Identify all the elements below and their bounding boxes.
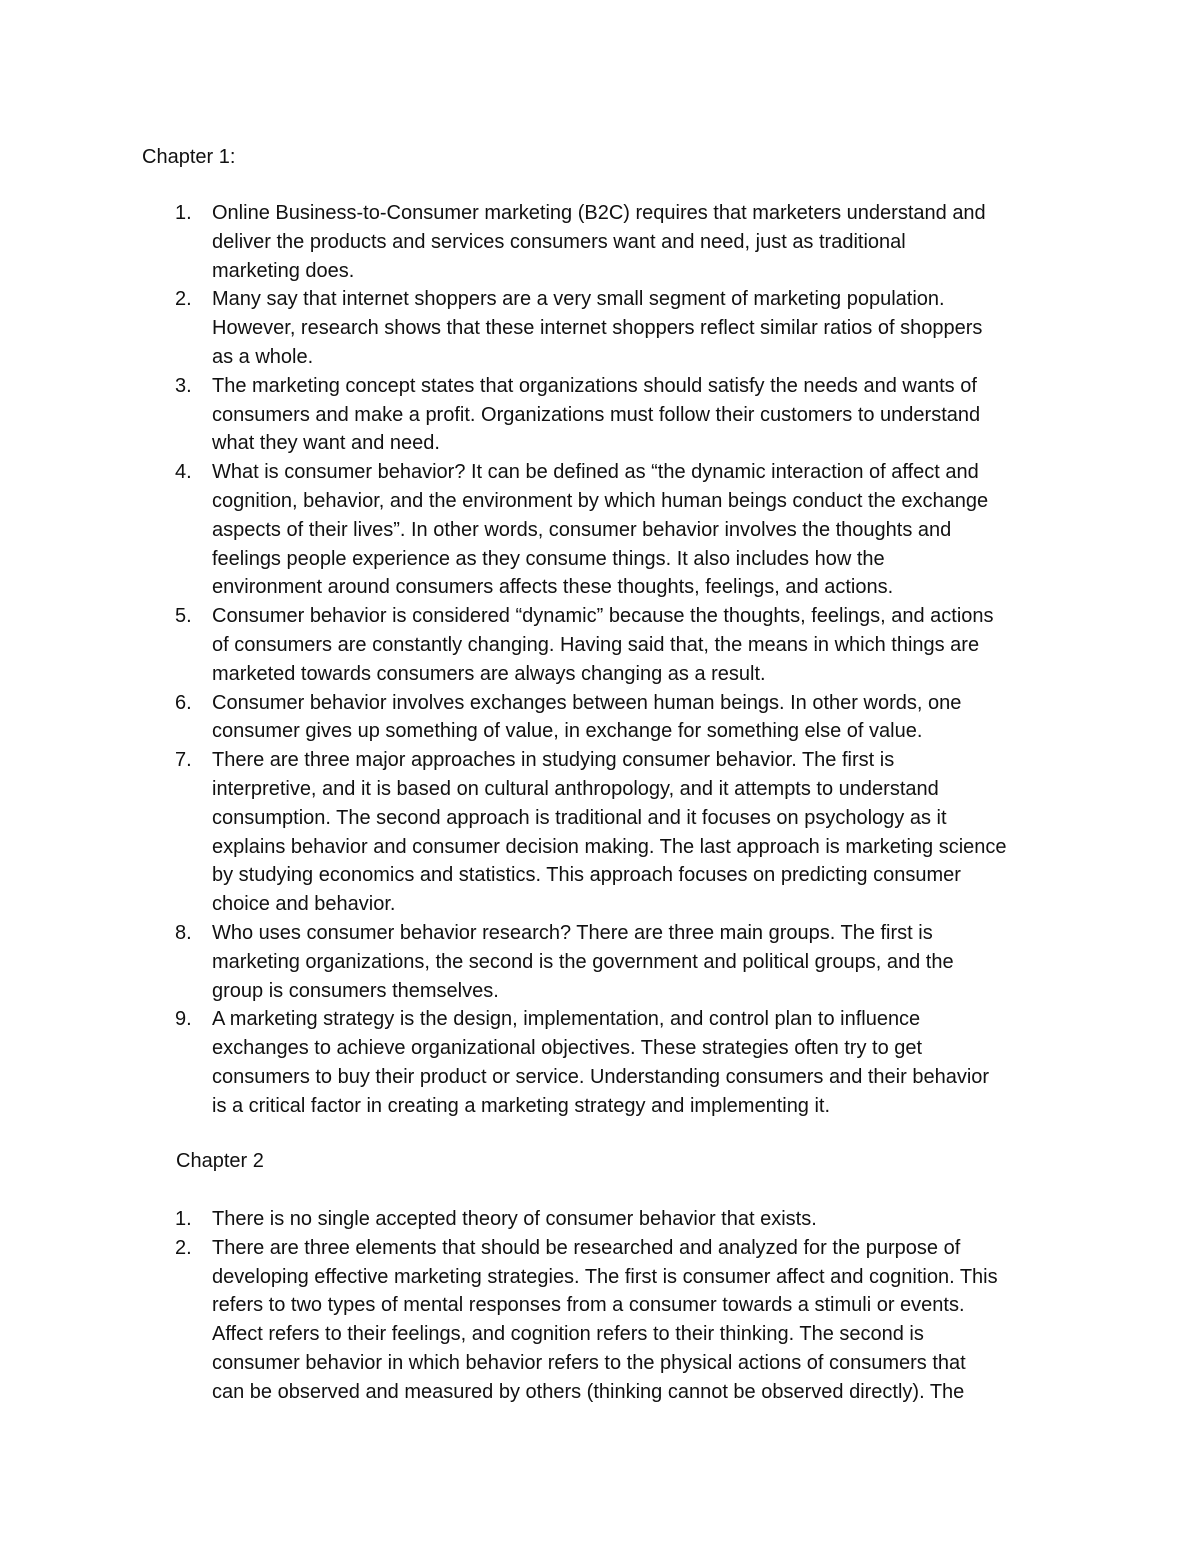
list-item — [175, 1005, 1072, 1120]
list-item-text-line: Online Business-to-Consumer marketing (B2C) requires that marketers understand and — [212, 202, 986, 224]
list-item-text-line: by studying economics and statistics. This approach focuses on predicting consumer — [212, 864, 961, 887]
list-item-text-line: aspects of their lives”. In other words, consumer behavior involves the thoughts and — [212, 518, 952, 541]
list-item-number: 1. — [175, 1208, 192, 1230]
list-item-text-line: consumer gives up something of value, in exchange for something else of value. — [212, 720, 923, 743]
list-item-text-line: cognition, behavior, and the environment by which human beings conduct the exchange — [212, 489, 989, 512]
list-item-text-line: feelings people experience as they consume things. It also includes how the — [212, 547, 885, 570]
list-item-text-line: refers to two types of mental responses from a consumer towards a stimuli or events. — [212, 1294, 965, 1317]
list-item — [175, 602, 1072, 688]
list-item-text-line: Many say that internet shoppers are a very small segment of marketing population. — [212, 288, 945, 311]
chapter-2-heading: Chapter 2 — [176, 1150, 264, 1172]
list-item-text-line: There are three elements that should be researched and analyzed for the purpose of — [212, 1236, 961, 1259]
list-item — [175, 285, 1072, 371]
list-item-number: 6. — [175, 691, 192, 714]
list-item-number: 8. — [175, 921, 192, 944]
list-item-text-line: marketing does. — [212, 259, 355, 282]
list-item-text-line: group is consumers themselves. — [212, 979, 499, 1002]
list-item — [175, 1205, 1072, 1234]
list-item-number: 2. — [175, 288, 192, 311]
chapter-2-list — [175, 1205, 1072, 1407]
list-item-text-line: as a whole. — [212, 345, 314, 368]
list-item-text-line: There are three major approaches in studying consumer behavior. The first is — [212, 749, 895, 772]
list-item-number: 2. — [175, 1236, 192, 1259]
list-item-text-line: can be observed and measured by others (thinking cannot be observed directly). The — [212, 1380, 965, 1403]
list-item-text-line: What is consumer behavior? It can be defined as “the dynamic interaction of affect and — [212, 461, 979, 484]
list-item-text-line: Consumer behavior is considered “dynamic” because the thoughts, feelings, and actions — [212, 605, 994, 628]
list-item-text-line: explains behavior and consumer decision making. The last approach is marketing science — [212, 835, 1007, 858]
list-item — [175, 458, 1072, 602]
list-item-text-line: what they want and need. — [212, 432, 440, 455]
list-item-text-line: developing effective marketing strategies. The first is consumer affect and cognition. This — [212, 1265, 998, 1288]
list-item-text-line: The marketing concept states that organizations should satisfy the needs and wants of — [212, 374, 977, 397]
list-item — [175, 689, 1072, 747]
list-item-text-line: Who uses consumer behavior research? There are three main groups. The first is — [212, 921, 933, 944]
list-item-text-line: deliver the products and services consumers want and need, just as traditional — [212, 230, 906, 253]
list-item-number: 9. — [175, 1008, 192, 1031]
list-item-number: 3. — [175, 374, 192, 397]
list-item-text-line: There is no single accepted theory of consumer behavior that exists. — [212, 1208, 817, 1230]
list-item-text-line: Affect refers to their feelings, and cognition refers to their thinking. The second is — [212, 1323, 924, 1346]
list-item — [175, 372, 1072, 458]
list-item-number: 4. — [175, 461, 192, 484]
list-item-text-line: choice and behavior. — [212, 893, 396, 916]
list-item-text-line: consumers and make a profit. Organizations must follow their customers to understand — [212, 403, 981, 426]
list-item-text-line: interpretive, and it is based on cultural anthropology, and it attempts to understand — [212, 777, 939, 800]
chapter-1-heading: Chapter 1: — [142, 146, 236, 168]
list-item-number: 1. — [175, 202, 192, 224]
list-item-text-line: marketing organizations, the second is the government and political groups, and the — [212, 950, 954, 973]
list-item-text-line: consumer behavior in which behavior refers to the physical actions of consumers that — [212, 1351, 966, 1374]
chapter-1-list — [175, 199, 1072, 1121]
list-item-text-line: exchanges to achieve organizational objectives. These strategies often try to get — [212, 1037, 923, 1060]
list-item-number: 5. — [175, 605, 192, 628]
list-item-text-line: consumption. The second approach is traditional and it focuses on psychology as it — [212, 806, 947, 829]
list-item-text-line: consumers to buy their product or service. Understanding consumers and their behavior — [212, 1065, 990, 1088]
list-item-text-line: Consumer behavior involves exchanges between human beings. In other words, one — [212, 691, 962, 714]
list-item-number: 7. — [175, 749, 192, 772]
list-item — [175, 746, 1072, 919]
list-item-text-line: of consumers are constantly changing. Having said that, the means in which things are — [212, 633, 980, 656]
list-item-text-line: However, research shows that these internet shoppers reflect similar ratios of shoppers — [212, 317, 983, 340]
list-item-text-line: environment around consumers affects these thoughts, feelings, and actions. — [212, 576, 894, 599]
list-item-text-line: is a critical factor in creating a marketing strategy and implementing it. — [212, 1094, 831, 1117]
list-item-text-line: marketed towards consumers are always changing as a result. — [212, 662, 766, 685]
list-item — [175, 1234, 1072, 1407]
list-item — [175, 919, 1072, 1005]
list-item-text-line: A marketing strategy is the design, implementation, and control plan to influence — [212, 1008, 921, 1031]
list-item — [175, 199, 1072, 285]
